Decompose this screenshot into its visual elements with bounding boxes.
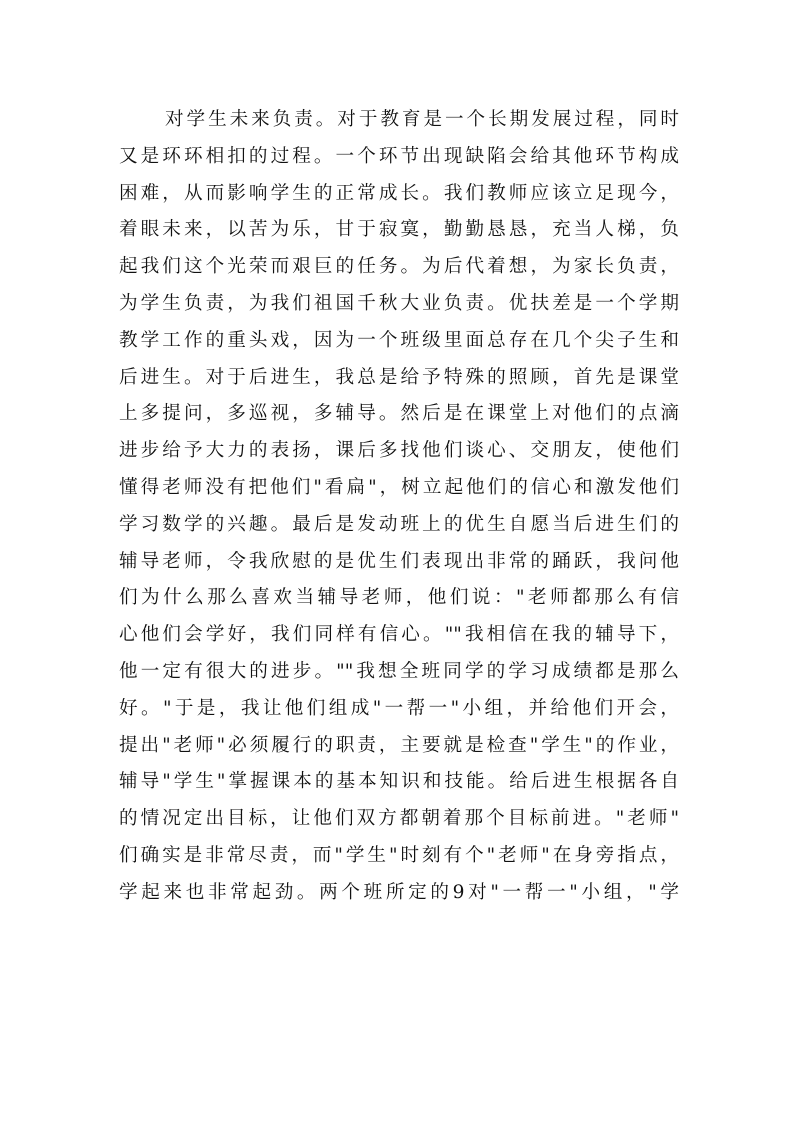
text-line: 懂得老师没有把他们"看扁"，树立起他们的信心和激发他们	[119, 476, 679, 498]
text-line: 对学生未来负责。对于教育是一个长期发展过程，同时	[165, 109, 679, 130]
text-line: 困难，从而影响学生的正常成长。我们教师应该立足现今，	[119, 182, 679, 204]
text-line: 上多提问，多巡视，多辅导。然后是在课堂上对他们的点滴	[119, 403, 679, 425]
text-line: 他一定有很大的进步。""我想全班同学的学习成绩都是那么	[119, 660, 679, 682]
text-line: 起我们这个光荣而艰巨的任务。为后代着想，为家长负责，	[119, 256, 679, 278]
text-line: 心他们会学好，我们同样有信心。""我相信在我的辅导下，	[119, 624, 679, 646]
text-line: 又是环环相扣的过程。一个环节出现缺陷会给其他环节构成	[119, 145, 679, 167]
text-line: 为学生负责，为我们祖国千秋大业负责。优扶差是一个学期	[119, 292, 679, 314]
text-line: 进步给予大力的表扬，课后多找他们谈心、交朋友，使他们	[119, 440, 679, 462]
text-line: 提出"老师"必须履行的职责，主要就是检查"学生"的作业，	[119, 734, 679, 756]
text-line: 辅导老师，令我欣慰的是优生们表现出非常的踊跃，我问他	[119, 550, 679, 572]
text-line: 的情况定出目标，让他们双方都朝着那个目标前进。"老师"	[119, 808, 679, 830]
text-line: 学起来也非常起劲。两个班所定的9对"一帮一"小组，"学	[119, 881, 679, 903]
text-line: 学习数学的兴趣。最后是发动班上的优生自愿当后进生们的	[119, 513, 679, 535]
text-line: 辅导"学生"掌握课本的基本知识和技能。给后进生根据各自	[119, 771, 679, 793]
text-line: 们确实是非常尽责，而"学生"时刻有个"老师"在身旁指点，	[119, 844, 679, 866]
text-line: 后进生。对于后进生，我总是给予特殊的照顾，首先是课堂	[119, 366, 679, 388]
text-line: 们为什么那么喜欢当辅导老师，他们说："老师都那么有信	[119, 587, 679, 609]
text-line: 好。"于是，我让他们组成"一帮一"小组，并给他们开会，	[119, 697, 679, 719]
body-paragraph	[119, 102, 679, 912]
text-line: 教学工作的重头戏，因为一个班级里面总存在几个尖子生和	[119, 329, 679, 351]
text-line: 着眼未来，以苦为乐，甘于寂寞，勤勤恳恳，充当人梯，负	[119, 219, 679, 241]
